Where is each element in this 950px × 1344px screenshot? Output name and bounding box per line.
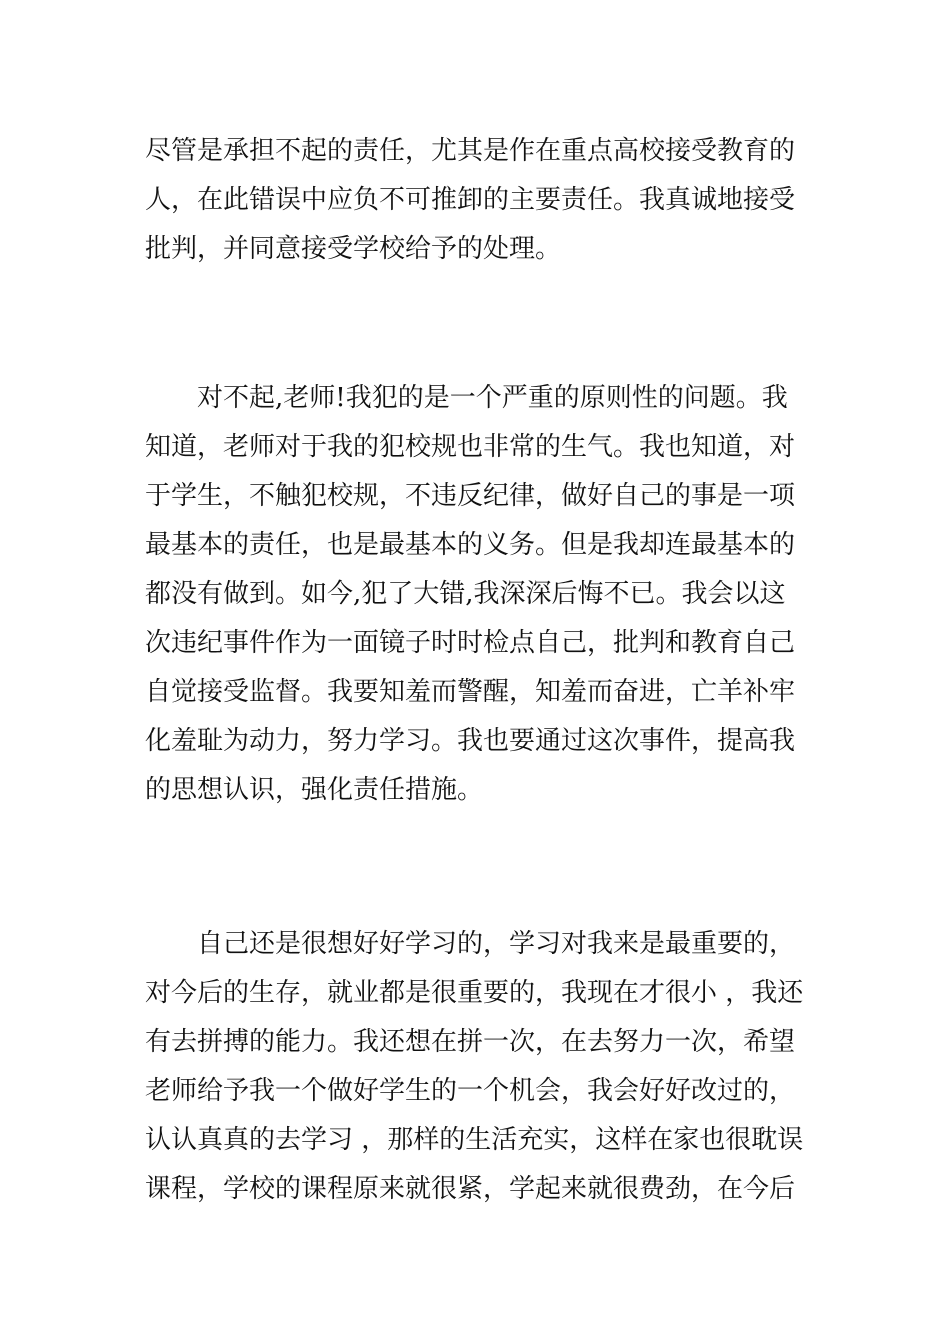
text-line: 对今后的生存，就业都是很重要的，我现在才很小 ，我还 [145,978,804,1008]
text-line: 老师给予我一个做好学生的一个机会，我会好好改过的， [145,1076,796,1106]
text-line: 于学生，不触犯校规，不违反纪律，做好自己的事是一项 [145,481,796,511]
text-line: 自己还是很想好好学习的，学习对我来是最重要的， [197,929,796,959]
paragraph-1 [145,127,810,274]
text-line: 的思想认识，强化责任措施。 [145,775,484,805]
text-line: 认认真真的去学习 ，那样的生活充实，这样在家也很耽误 [145,1125,804,1155]
text-line: 有去拼搏的能力。我还想在拼一次，在去努力一次，希望 [145,1027,796,1057]
text-line: 尽管是承担不起的责任，尤其是作在重点高校接受教育的 [145,136,796,166]
text-line: 对不起,老师!我犯的是一个严重的原则性的问题。我 [197,383,788,413]
text-line: 课程，学校的课程原来就很紧，学起来就很费劲，在今后 [145,1174,796,1204]
paragraph-2 [145,374,810,815]
text-line: 知道，老师对于我的犯校规也非常的生气。我也知道，对 [145,432,796,462]
text-line: 都没有做到。如今,犯了大错,我深深后悔不已。我会以这 [145,579,786,609]
text-line: 次违纪事件作为一面镜子时时检点自己，批判和教育自己 [145,628,796,658]
text-line: 批判，并同意接受学校给予的处理。 [145,234,562,264]
text-line: 化羞耻为动力，努力学习。我也要通过这次事件，提高我 [145,726,796,756]
paragraph-3 [145,920,810,1214]
text-line: 自觉接受监督。我要知羞而警醒，知羞而奋进，亡羊补牢 [145,677,796,707]
text-line: 最基本的责任，也是最基本的义务。但是我却连最基本的 [145,530,796,560]
text-line: 人，在此错误中应负不可推卸的主要责任。我真诚地接受 [145,185,796,215]
